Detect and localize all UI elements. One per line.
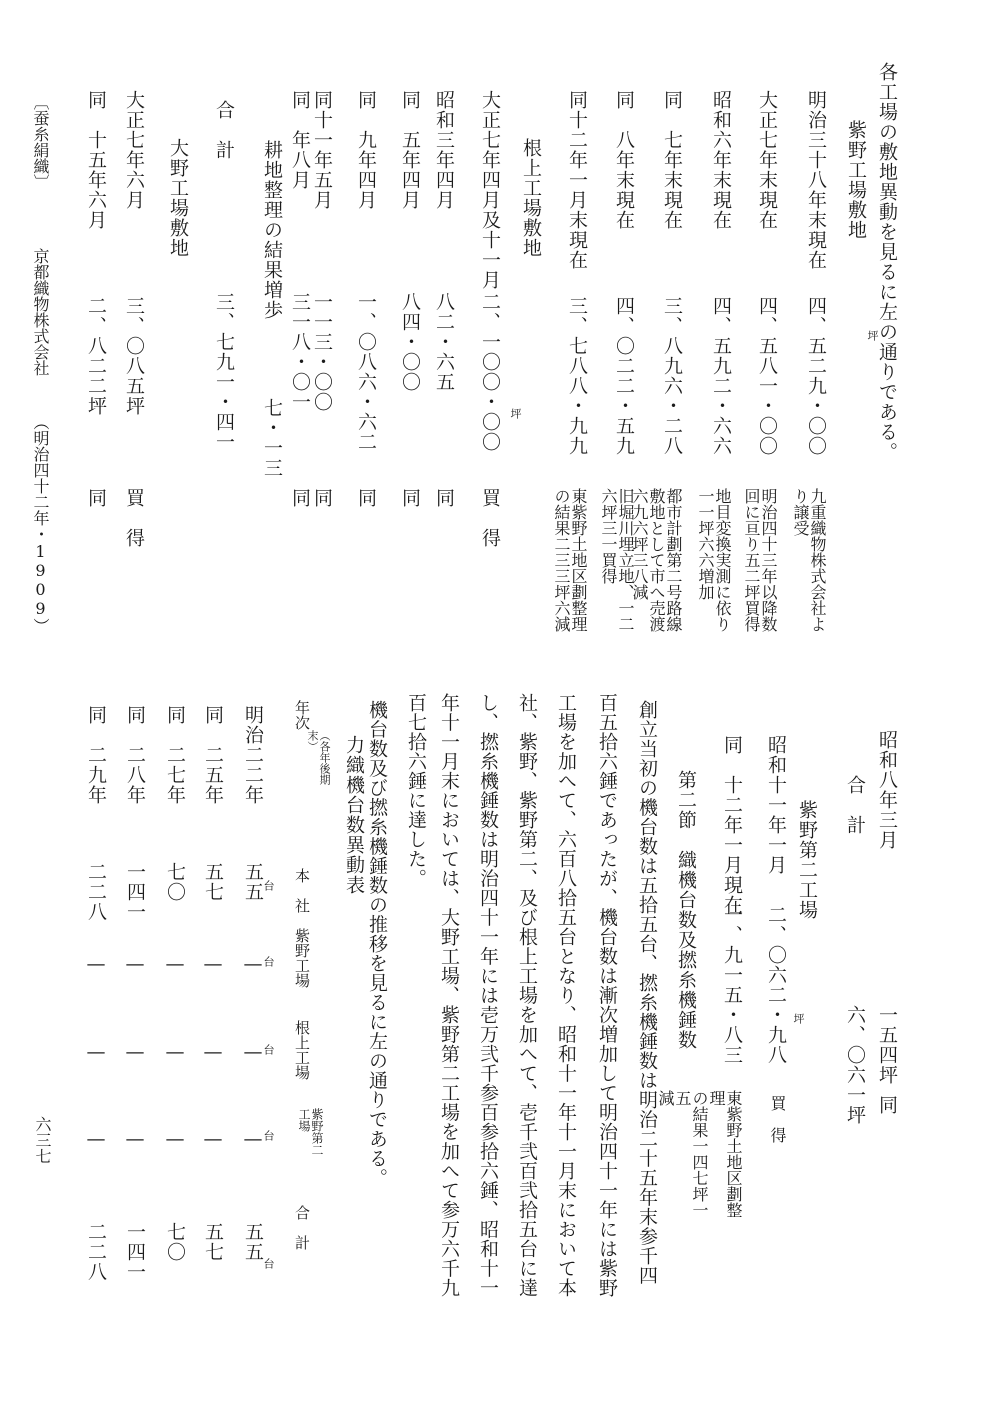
ono-row-area: 一五四坪 bbox=[876, 1005, 898, 1085]
shino-title: 紫野工場敷地 bbox=[845, 120, 867, 240]
ono-row-note: 同 bbox=[85, 488, 107, 508]
loom-row-honsha: 一四一 bbox=[124, 862, 146, 922]
body-line: 百七拾六錘に達した。 bbox=[405, 693, 427, 888]
header-shino2: 紫野第二工場 bbox=[297, 1108, 324, 1156]
loom-row-year: 同 二八年 bbox=[124, 705, 146, 805]
ono-total-label: 合 計 bbox=[844, 775, 866, 835]
loom-unit-shino: 台 bbox=[262, 956, 275, 968]
shino2-row-note: 東紫野土地区劃整理 の結果一四七坪一五 減 bbox=[656, 1090, 743, 1218]
header-year-note: （各年後期末） bbox=[306, 730, 331, 785]
shino-row-area: 四、五二九・〇〇 bbox=[805, 296, 827, 456]
negami-row-area: 三一八・〇一 bbox=[289, 292, 311, 412]
loom-row-shino: — bbox=[202, 953, 224, 976]
negami-row-date: 同十一年五月 bbox=[311, 90, 333, 210]
shino-row-note: 都市計劃第二号路線 敷地として市へ売渡 六九六坪三八減 bbox=[630, 488, 683, 632]
shino-row-note: 明治四十三年以降数 回に亘り五二坪買得 bbox=[742, 488, 778, 632]
shino-row-note: 地目変換実測に依り 一一坪六六増加 bbox=[696, 488, 732, 632]
loom-row-negami: — bbox=[124, 1041, 146, 1064]
negami-row-area: 八二・六五 bbox=[433, 292, 455, 392]
ono-row-date: 昭和八年三月 bbox=[876, 730, 898, 850]
tsubo-unit-shino2: 坪 bbox=[792, 1013, 805, 1024]
header-honsha: 本 社 bbox=[293, 868, 311, 913]
loom-row-negami: — bbox=[85, 1041, 107, 1064]
shino-row-area: 三、七八八・九九 bbox=[566, 296, 588, 456]
negami-row-area: 一、〇八六・六二 bbox=[355, 292, 377, 452]
shino2-row-area: 一、九一五・八三 bbox=[721, 905, 743, 1065]
negami-row-note: 同 bbox=[311, 488, 333, 508]
shino-row-date: 明治三十八年末現在 bbox=[805, 90, 827, 270]
loom-unit-shino2: 台 bbox=[262, 1130, 275, 1142]
negami-title: 根上工場敷地 bbox=[520, 138, 542, 258]
negami-row-area: 八四・〇〇 bbox=[399, 292, 421, 392]
shino2-row-area: 二、〇六二・九八 bbox=[765, 905, 787, 1065]
loom-row-total: 七〇 bbox=[164, 1222, 186, 1262]
body-line: 年十一月末においては、大野工場、紫野第二工場を加へて参万六千九 bbox=[438, 693, 460, 1298]
body-line: 工場を加へて、六百八拾五台となり、昭和十一年十一月末において本 bbox=[555, 693, 577, 1298]
loom-row-honsha: 二二八 bbox=[85, 862, 107, 922]
header-shino: 紫野工場 bbox=[293, 928, 311, 988]
negami-row-note: 買 得 bbox=[479, 488, 501, 548]
loom-row-honsha: 五七 bbox=[202, 862, 224, 902]
loom-row-shino2: — bbox=[124, 1128, 146, 1151]
negami-total-label: 合 計 bbox=[213, 100, 235, 160]
loom-row-shino: — bbox=[164, 953, 186, 976]
loom-row-shino2: — bbox=[85, 1128, 107, 1151]
ono-row-note: 買 得 bbox=[123, 488, 145, 548]
tsubo-unit-negami: 坪 bbox=[509, 408, 522, 419]
loom-row-shino: — bbox=[124, 953, 146, 976]
ono-title: 大野工場敷地 bbox=[167, 138, 189, 258]
negami-row-note: 同 bbox=[433, 488, 455, 508]
shino-row-area: 四、五九二・六六 bbox=[710, 296, 732, 456]
negami-total-area: 三、七九一・四一 bbox=[213, 292, 235, 452]
ono-row-date: 同 十五年六月 bbox=[85, 90, 107, 230]
negami-adjust-area: 七・一三 bbox=[261, 398, 283, 478]
body-line: 創立当初の機台数は五拾五台、撚糸機錘数は明治二十五年末参千四 bbox=[636, 700, 658, 1285]
loom-row-year: 同 二九年 bbox=[85, 705, 107, 805]
header-negami: 根上工場 bbox=[293, 1020, 311, 1080]
loom-row-shino2: — bbox=[242, 1128, 264, 1151]
ono-row-area: 三、〇八五坪 bbox=[123, 296, 145, 416]
body-line: 百五拾六錘であったが、機台数は漸次増加して明治四十一年には紫野 bbox=[596, 693, 618, 1298]
loom-row-shino: — bbox=[85, 953, 107, 976]
loom-row-honsha: 五五 bbox=[242, 862, 264, 902]
negami-row-date: 同 年八月 bbox=[289, 90, 311, 190]
shino2-row-note: 買 得 bbox=[768, 1095, 787, 1143]
shino-row-area: 三、八九六・二八 bbox=[661, 296, 683, 456]
loom-row-negami: — bbox=[164, 1041, 186, 1064]
ono-row-date: 大正七年六月 bbox=[123, 90, 145, 210]
loom-unit-honsha: 台 bbox=[262, 880, 275, 892]
footer-era: （明治四十二年・1909） bbox=[31, 414, 50, 634]
loom-row-total: 五五 bbox=[242, 1222, 264, 1262]
loom-table-title: 力織機台数異動表 bbox=[343, 735, 365, 895]
negami-row-date: 同 九年四月 bbox=[355, 90, 377, 210]
page-number: 六三七 bbox=[33, 1116, 52, 1164]
header-total: 合 計 bbox=[293, 1205, 311, 1250]
footer-series: 〔蚕糸絹織〕 bbox=[31, 94, 50, 190]
shino-row-area: 四、〇二二・五九 bbox=[613, 296, 635, 456]
shino-row-date: 大正七年末現在 bbox=[756, 90, 778, 230]
negami-row-note: 同 bbox=[399, 488, 421, 508]
body-line: 社、紫野、紫野第二、及び根上工場を加へて、壱千弐百弐拾五台に達 bbox=[516, 693, 538, 1298]
body-line: 機台数及び撚糸機錘数の推移を見るに左の通りである。 bbox=[366, 700, 388, 1188]
loom-row-shino2: — bbox=[202, 1128, 224, 1151]
loom-row-honsha: 七〇 bbox=[164, 862, 186, 902]
shino2-title: 紫野第二工場 bbox=[796, 800, 818, 920]
loom-row-shino2: — bbox=[164, 1128, 186, 1151]
loom-unit-total: 台 bbox=[262, 1258, 275, 1270]
shino-row-date: 同 八年末現在 bbox=[613, 90, 635, 230]
negami-row-note: 同 bbox=[289, 488, 311, 508]
negami-row-date: 同 五年四月 bbox=[399, 90, 421, 210]
section-title: 第二節 織機台数及撚糸機錘数 bbox=[675, 770, 697, 1050]
intro-text: 各工場の敷地異動を見るに左の通りである。 bbox=[876, 62, 898, 462]
ono-total-area: 六、〇六一坪 bbox=[844, 1005, 866, 1125]
footer-company: 京都織物株式会社 bbox=[31, 248, 50, 376]
body-line: し、撚糸機錘数は明治四十一年には壱万弐千参百参拾六錘、昭和十一 bbox=[477, 693, 499, 1298]
negami-row-date: 昭和三年四月 bbox=[433, 90, 455, 210]
tsubo-unit: 坪 bbox=[866, 330, 879, 341]
loom-unit-negami: 台 bbox=[262, 1044, 275, 1056]
negami-row-area: 二、一〇〇・〇〇 bbox=[479, 292, 501, 452]
shino-row-date: 昭和六年末現在 bbox=[710, 90, 732, 230]
ono-row-note: 同 bbox=[876, 1095, 898, 1115]
shino2-row-date: 昭和十一年一月 bbox=[765, 735, 787, 875]
loom-row-negami: — bbox=[242, 1041, 264, 1064]
negami-adjust-label: 耕地整理の結果増歩 bbox=[261, 140, 283, 320]
header-year: 年次 bbox=[293, 700, 311, 730]
ono-row-area: 二、八二二坪 bbox=[85, 296, 107, 416]
loom-row-year: 同 二五年 bbox=[202, 705, 224, 805]
loom-row-shino: — bbox=[242, 953, 264, 976]
shino-row-area: 四、五八一・〇〇 bbox=[756, 296, 778, 456]
shino2-row-date: 同 十二年一月現在 bbox=[721, 735, 743, 915]
loom-row-year: 同 二七年 bbox=[164, 705, 186, 805]
loom-row-total: 五七 bbox=[202, 1222, 224, 1262]
loom-row-total: 二二八 bbox=[85, 1222, 107, 1282]
shino-row-date: 同 七年末現在 bbox=[661, 90, 683, 230]
shino-row-note: 東紫野土地区劃整理 の結果二三三坪六減 bbox=[552, 488, 588, 632]
negami-row-note: 同 bbox=[355, 488, 377, 508]
loom-row-total: 一四一 bbox=[124, 1222, 146, 1282]
negami-row-area: 一一三・〇〇 bbox=[311, 292, 333, 412]
shino-row-date: 同十二年一月末現在 bbox=[566, 90, 588, 270]
shino-row-note: 九重織物株式会社よ り譲受 bbox=[791, 488, 827, 632]
negami-row-date: 大正七年四月及十一月 bbox=[479, 90, 501, 290]
shino-row-note: 旧堀川埋立地、一二 六坪三一買得 bbox=[599, 488, 635, 632]
loom-row-year: 明治二二年 bbox=[242, 705, 264, 805]
loom-row-negami: — bbox=[202, 1041, 224, 1064]
